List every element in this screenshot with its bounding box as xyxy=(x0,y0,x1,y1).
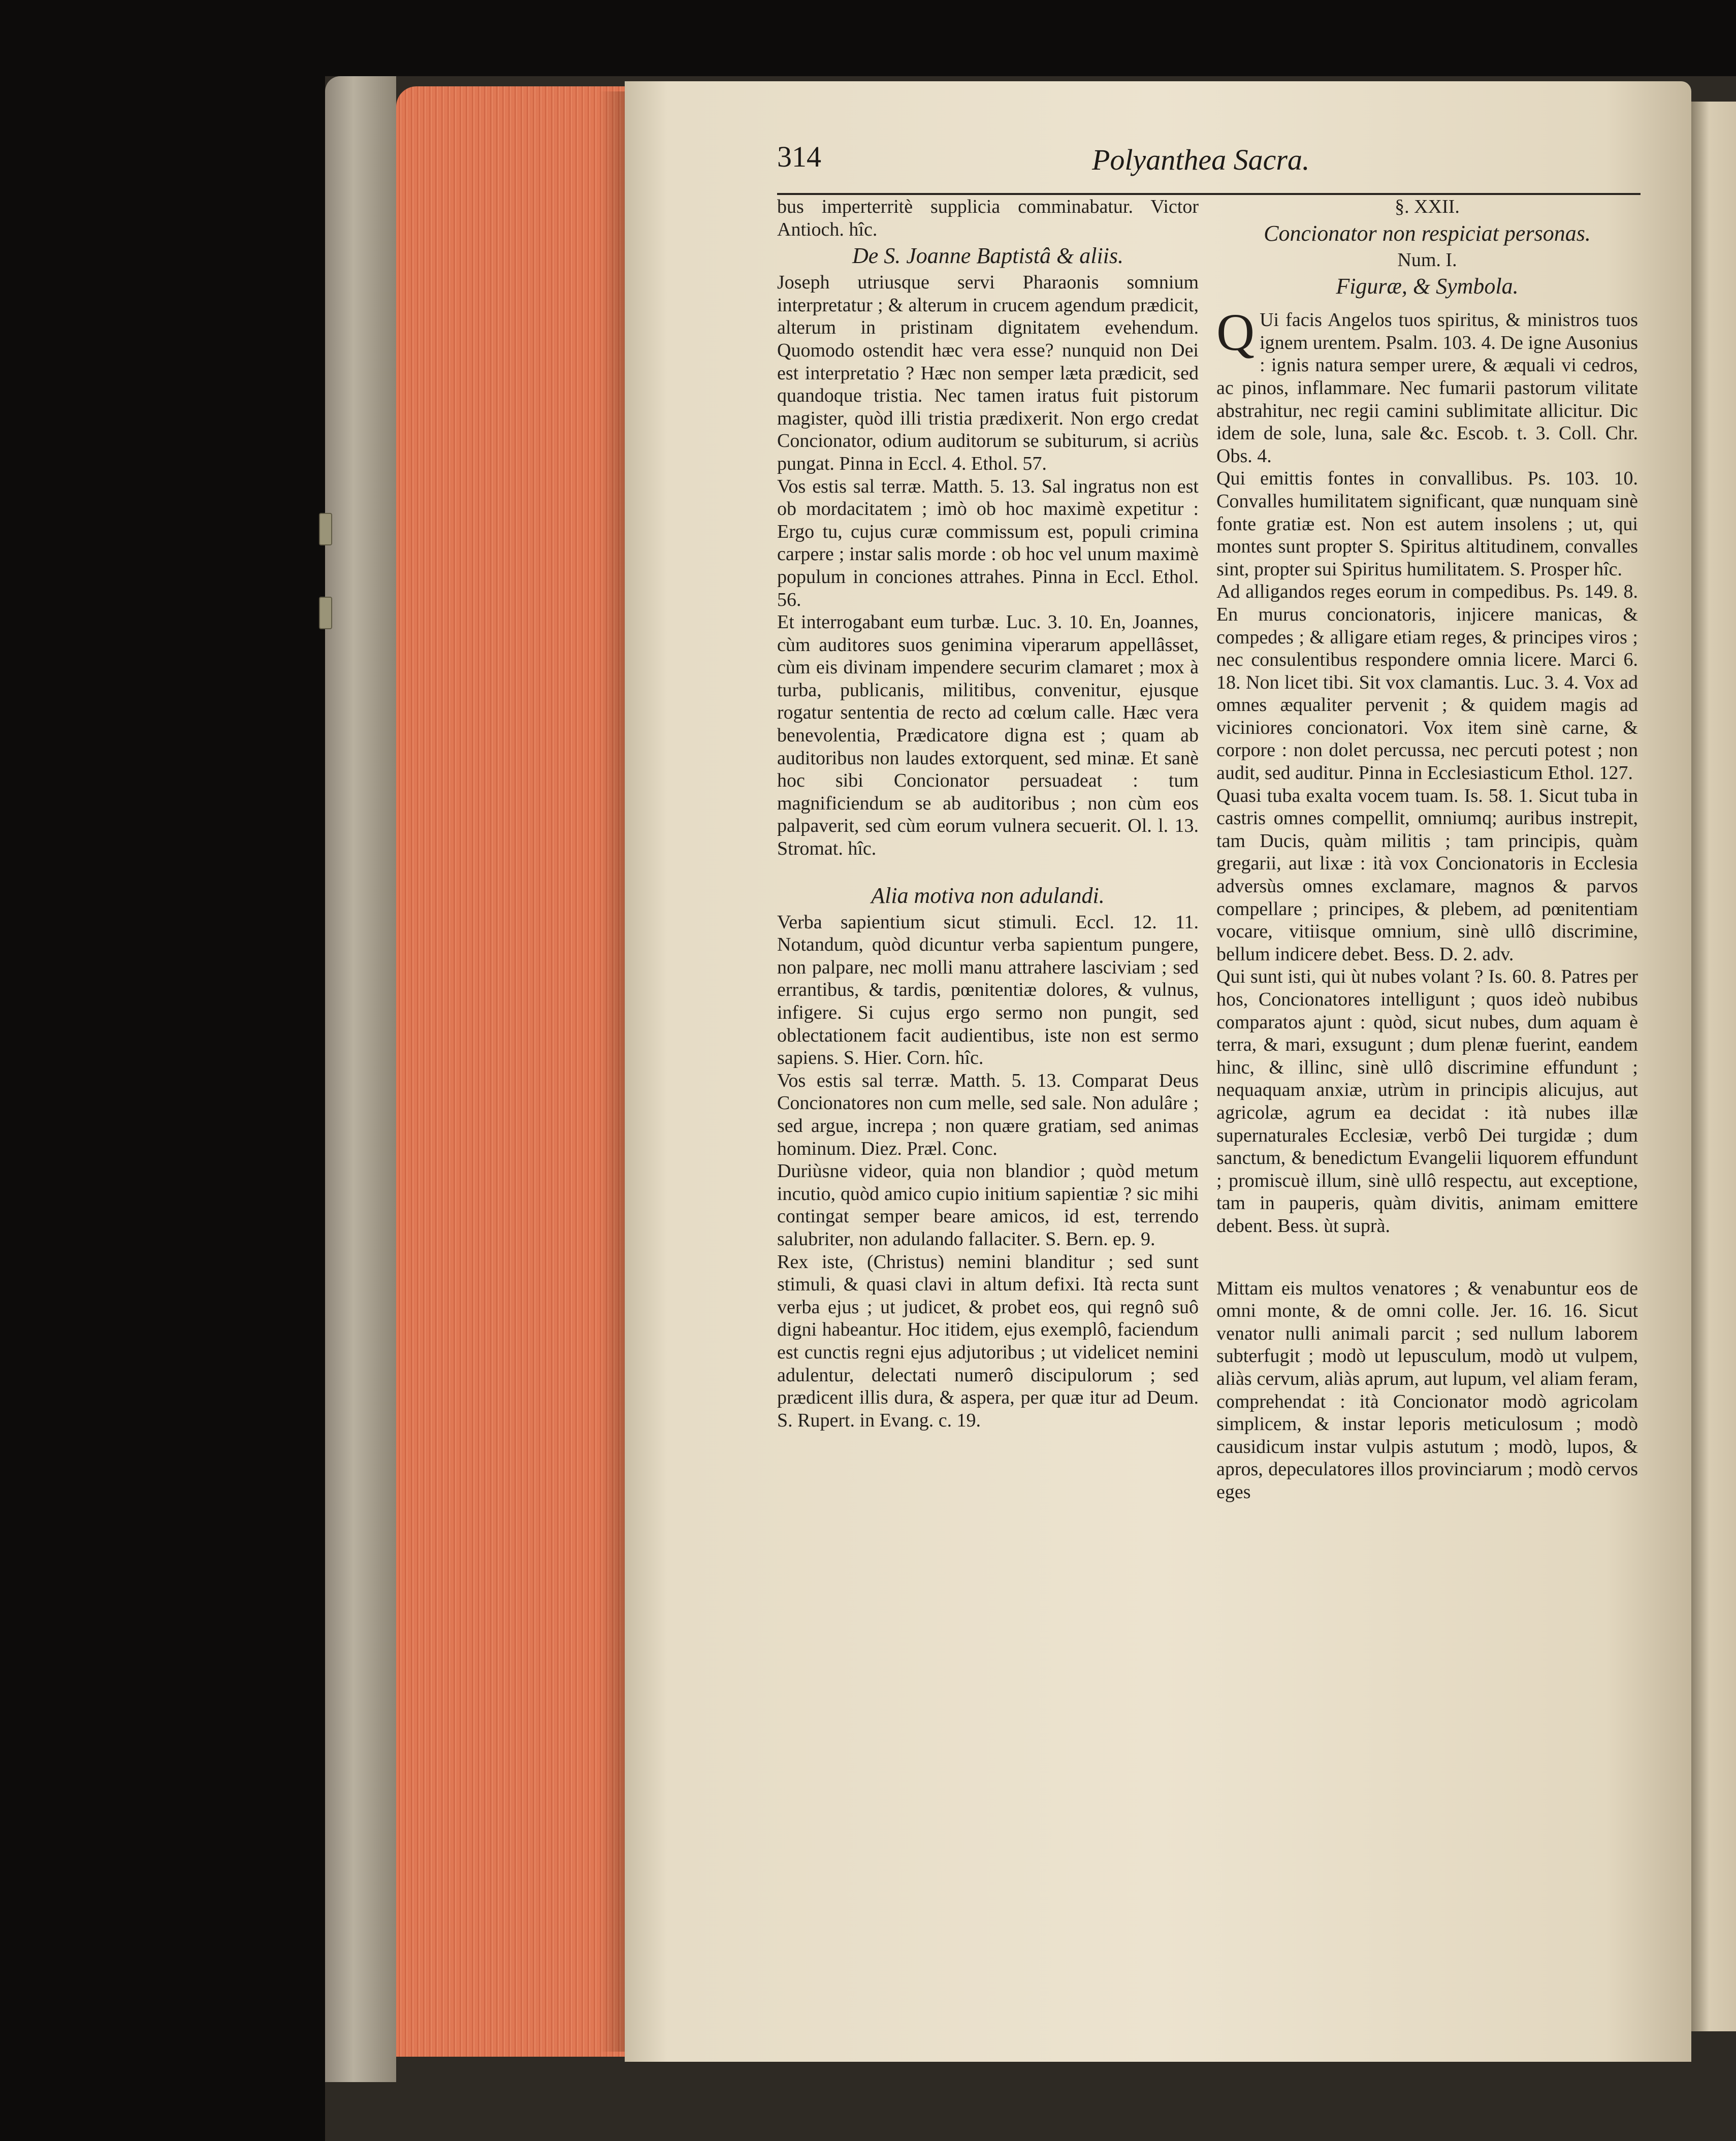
book-clasp xyxy=(319,597,332,629)
spacer xyxy=(777,860,1199,881)
drop-cap-text: Ui facis Angelos tuos spiritus, & ministros tuos ignem urentem. Psalm. 103. 4. De igne Ausonius : ignis natura semper urere, & æquali vi cedros, ac pinos, inflammare. Nec fumarii pastorum vilitate abstrahitur, nec regii camini sublimitate allicitur. Dic idem de sole, luna, sale &c. Escob. t. 3. Coll. Chr. Obs. 4. xyxy=(1216,309,1638,467)
paragraph: Ad alligandos reges eorum in compedibus. Ps. 149. 8. En murus concionatoris, injicere manicas, & compedes ; & alligare etiam reges, & principes viros ; nec consulentibus respondere omnia licere. Marci 6. 18. Non licet tibi. Sit vox clamantis. Luc. 3. 4. Vox ad omnes æqualiter pervenit ; & quidem magis ad viciniores concionatori. Vox item sinè carne, & corpore : non dolet percussa, nec percuti potest ; non audit, sed auditur. Pinna in Ecclesiasticum Ethol. 127. xyxy=(1216,581,1638,784)
paragraph: bus imperterritè supplicia comminabatur. Victor Antioch. hîc. xyxy=(777,196,1199,240)
page-edges-red xyxy=(396,86,630,2057)
section-heading: De S. Joanne Baptistâ & aliis. xyxy=(852,243,1124,269)
centered-line: Num. I. xyxy=(1397,249,1457,271)
book-clasp xyxy=(319,513,332,545)
paragraph: Mittam eis multos venatores ; & venabuntur eos de omni monte, & de omni colle. Jer. 16. 16. Sicut venator nulli animali parcit ; sed nullum laborem subterfugit ; modò ut lepusculum, modò ut vulpem, aliàs cervum, aliàs aprum, aut lupum, vel aliam feram, comprehendat : ità Concionator modò agricolam simplicem, & instar leporis meticulosum ; modò causidicum instar vulpis astutum ; modò, lupos, & apros, depeculatores illos provinciarum ; modò cervos eges xyxy=(1216,1277,1638,1503)
paragraph: Et interrogabant eum turbæ. Luc. 3. 10. En, Joannes, cùm auditores suos genimina viperarum appellâsset, cùm eis divinam impendere securim clamaret ; mox à turba, publicanis, militibus, convenitur, ejusque rogatur sententia de recto ad cœlum calle. Hæc vera benevolentia, Prædicatore digna est ; quam ab auditoribus non laudes extorquent, sed minæ. Et sanè hoc sibi Concionator persuadeat : tum magnificiendum se ab auditoribus ; non cùm eos palpaverit, sed cùm eorum vulnera secuerit. Ol. l. 13. Stromat. hîc. xyxy=(777,611,1199,860)
section-heading: Alia motiva non adulandi. xyxy=(871,883,1105,908)
paragraph: Qui sunt isti, qui ùt nubes volant ? Is. 60. 8. Patres per hos, Concionatores intelligunt ; quos ideò nubibus comparatos ajunt : quòd, sicut nubes, dum aquam è terra, & mari, exsugunt ; dum plenæ fuerint, eandem hinc, & illinc, sinè ullô discrimine effundunt ; nequaquam anxiæ, utrùm in principis alicujus, aut agricolæ, agrum ea decidat : ità nubes illæ supernaturales Ecclesiæ, verbô Dei turgidæ ; dum sanctum, & benedictum Evangelii liquorem effundunt ; promiscuè illum, sinè ullô respectu, aut exceptione, tam in pauperis, quàm divitis, animam emittere debent. Bess. ùt suprà. xyxy=(1216,966,1638,1237)
paragraph-with-drop-cap xyxy=(1216,303,1638,467)
paragraph: Quasi tuba exalta vocem tuam. Is. 58. 1. Sicut tuba in castris omnes compellit, omniumq; auribus instrepit, tam Ducis, quàm militis ; tam principis, quàm gregarii, aut lixæ : ità vox Concionatoris in Ecclesia adversùs omnes exclamare, magnos & parvos compellare ; principes, & plebem, ad pœnitentiam vocare, vitiisque omnium, sinè ullô discrimine, bellum indicere debet. Bess. D. 2. adv. xyxy=(1216,785,1638,965)
running-head xyxy=(777,140,1641,185)
next-page-edge xyxy=(1691,102,1736,2031)
drop-cap: Q xyxy=(1216,303,1255,362)
book-cover-spine xyxy=(325,76,396,2082)
paragraph: Vos estis sal terræ. Matth. 5. 13. Sal ingratus non est ob mordacitatem ; imò ob hoc maximè expetitur : Ergo tu, cujus curæ commissum est, populi crimina carpere ; instar salis morde : ob hoc vel unum maximè populum in conciones attrahes. Pinna in Eccl. Ethol. 56. xyxy=(777,475,1199,610)
paragraph: Vos estis sal terræ. Matth. 5. 13. Comparat Deus Concionatores non cum melle, sed sale. Non adulâre ; sed argue, increpa ; non quære gratiam, sed animas hominum. Diez. Præl. Conc. xyxy=(777,1069,1199,1159)
paragraph: Rex iste, (Christus) nemini blanditur ; sed sunt stimuli, & quasi clavi in altum defixi. Ità recta sunt verba ejus ; ut judicet, & probet eos, qui regnô suô digni habeantur. Hoc itidem, ejus exemplô, faciendum est cunctis regni ejus adjutoribus ; ut videlicet nemini adulentur, delectati numerô discipulorum ; sed prædicent illis dura, & aspera, per quæ itur ad Deum. S. Rupert. in Evang. c. 19. xyxy=(777,1251,1199,1431)
left-column xyxy=(777,196,1199,1432)
paragraph: Duriùsne videor, quia non blandior ; quòd metum incutio, quòd amico cupio initium sapientiæ ? sic mihi contingat semper beare amicos, id est, terrendo salubriter, non adulando fallaciter. S. Bern. ep. 9. xyxy=(777,1160,1199,1250)
section-heading: Figuræ, & Symbola. xyxy=(1336,274,1519,299)
centered-line: §. XXII. xyxy=(1395,196,1460,217)
section-heading: Concionator non respiciat personas. xyxy=(1264,220,1591,246)
paragraph: Verba sapientium sicut stimuli. Eccl. 12. 11. Notandum, quòd dicuntur verba sapientum pungere, non palpare, nec molli manu attrahere lasciviam ; sed errantibus, & tardis, pœnitentiæ dolores, & vulnus, infigere. Si cujus ergo sermo non pungit, sed oblectationem facit audientibus, iste non est sermo sapiens. S. Hier. Corn. hîc. xyxy=(777,911,1199,1069)
header-rule xyxy=(777,193,1641,195)
page-number: 314 xyxy=(777,140,821,173)
running-title: Polyanthea Sacra. xyxy=(1092,143,1310,176)
spacer xyxy=(1216,302,1638,309)
spacer xyxy=(1216,1238,1638,1277)
right-column xyxy=(1216,196,1638,1503)
paragraph: Joseph utriusque servi Pharaonis somnium interpretatur ; & alterum in crucem agendum prædicit, alterum in pristinam dignitatem evehendum. Quomodo ostendit hæc vera esse? nunquid non Dei est interpretatio ? Hæc non semper læta prædicit, sed quandoque tristia. Nec tamen iratus fuit pistorum magister, quòd illi tristia prædixerit. Non ergo credat Concionator, odium auditorum se subiturum, si acriùs pungat. Pinna in Eccl. 4. Ethol. 57. xyxy=(777,272,1199,474)
paragraph: Qui emittis fontes in convallibus. Ps. 103. 10. Convalles humilitatem significant, quæ nunquam sinè fonte gratiæ est. Non est autem insolens ; ut, qui montes sunt propter S. Spiritus altitudinem, convalles sint, propter sui Spiritus humilitatem. S. Prosper hîc. xyxy=(1216,468,1638,580)
